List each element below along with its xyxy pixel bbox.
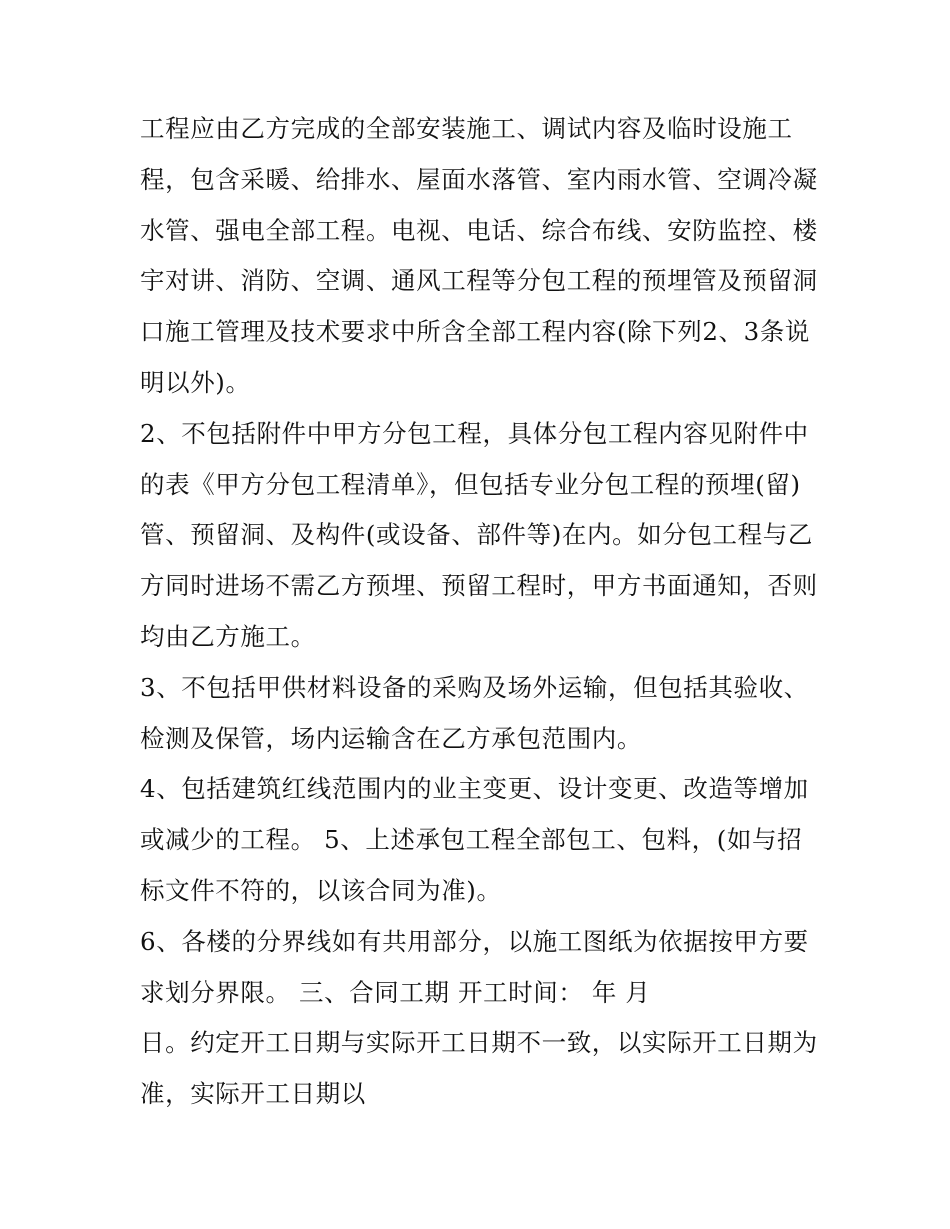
text-line: 口施工管理及技术要求中所含全部工程内容(除下列2、3条说	[140, 317, 811, 347]
text-line: 水管、强电全部工程。电视、电话、综合布线、安防监控、楼	[140, 215, 818, 245]
text-line: 明以外)。	[140, 367, 251, 397]
text-line: 日。约定开工日期与实际开工日期不一致，以实际开工日期为	[140, 1028, 818, 1058]
text-line: 3、不包括甲供材料设备的采购及场外运输，但包括其验收、	[140, 672, 809, 702]
text-line: 工程应由乙方完成的全部安装施工、调试内容及临时设施工	[140, 114, 793, 143]
contract-text	[140, 104, 820, 1120]
text-line: 检测及保管，场内运输含在乙方承包范围内。	[140, 723, 642, 753]
text-line: 4、包括建筑红线范围内的业主变更、设计变更、改造等增加	[140, 774, 809, 804]
text-line: 宇对讲、消防、空调、通风工程等分包工程的预埋管及预留洞	[140, 266, 818, 296]
text-line: 标文件不符的，以该合同为准)。	[140, 875, 502, 905]
text-line: 程，包含采暖、给排水、屋面水落管、室内雨水管、空调冷凝	[140, 164, 818, 194]
text-line: 准，实际开工日期以	[140, 1079, 366, 1109]
text-line: 方同时进场不需乙方预埋、预留工程时，甲方书面通知，否则	[140, 571, 818, 601]
text-line: 6、各楼的分界线如有共用部分，以施工图纸为依据按甲方要	[140, 926, 809, 956]
text-line: 均由乙方施工。	[140, 621, 316, 651]
text-line: 或减少的工程。 5、上述承包工程全部包工、包料，(如与招	[140, 825, 803, 855]
text-line: 2、不包括附件中甲方分包工程，具体分包工程内容见附件中	[140, 418, 809, 448]
text-line: 求划分界限。 三、合同工期 开工时间： 年 月	[140, 977, 651, 1007]
text-line: 管、预留洞、及构件(或设备、部件等)在内。如分包工程与乙	[140, 520, 813, 550]
text-line: 的表《甲方分包工程清单》，但包括专业分包工程的预埋(留)	[140, 469, 801, 499]
